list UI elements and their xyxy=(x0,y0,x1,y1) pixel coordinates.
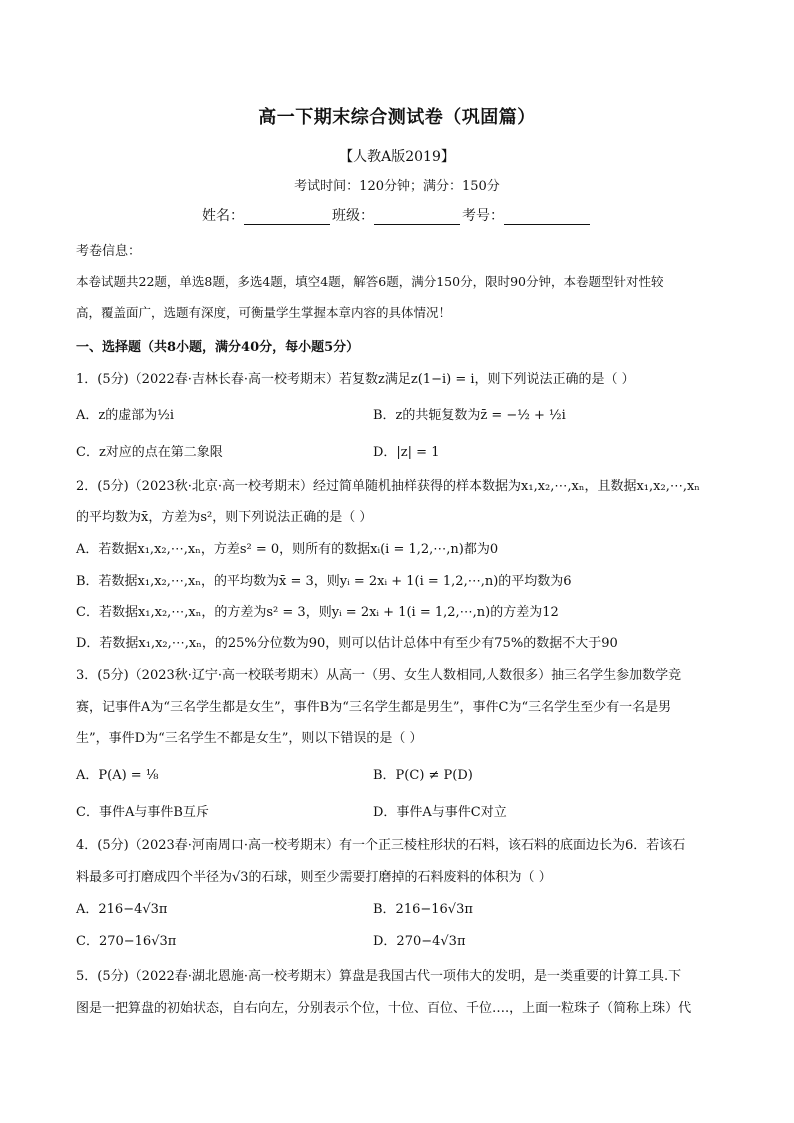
q4-option-b: B．216−16√3π xyxy=(373,902,473,917)
id-label: 考号： xyxy=(462,208,504,224)
q2-option-d: D．若数据x₁,x₂,⋯,xₙ，的25%分位数为90，则可以估计总体中有至少有75%的数据不大于90 xyxy=(76,636,618,651)
edition-label: 【人教A版2019】 xyxy=(339,149,455,165)
q3-option-a: A．P(A) = ⅛ xyxy=(76,768,159,783)
q4-stem-2: 料最多可打磨成四个半径为√3的石球，则至少需要打磨掉的石料废料的体积为（ ） xyxy=(76,870,552,885)
q1-stem: 1．(5分)（2022春·吉林长春·高一校考期末）若复数z满足z(1−i) = i，则下列说法正确的是（ ） xyxy=(76,372,635,387)
q3-option-c: C．事件A与事件B互斥 xyxy=(76,805,209,820)
q1-option-c: C．z对应的点在第二象限 xyxy=(76,445,223,460)
q4-stem-1: 4．(5分)（2023春·河南周口·高一校考期末）有一个正三棱柱形状的石料，该石料的底面边长为6．若该石 xyxy=(76,838,686,853)
q1-option-a: A．z的虚部为½i xyxy=(76,408,174,423)
section-title: 一、选择题（共8小题，满分40分，每小题5分） xyxy=(76,340,360,355)
q2-option-b: B．若数据x₁,x₂,⋯,xₙ，的平均数为x̄ = 3，则yᵢ = 2xᵢ + 1(i = 1,2,⋯,n)的平均数为6 xyxy=(76,574,572,589)
student-info-fields xyxy=(0,205,794,225)
q1-option-b: B．z的共轭复数为z̄ = −½ + ½i xyxy=(373,408,566,423)
info-heading: 考卷信息： xyxy=(76,244,142,259)
q3-stem-3: 生”，事件D为“三名学生不都是女生”，则以下错误的是（ ） xyxy=(76,731,423,746)
q3-option-b: B．P(C) ≠ P(D) xyxy=(373,768,473,783)
q5-stem-2: 图是一把算盘的初始状态，自右向左，分别表示个位，十位、百位、千位….，上面一粒珠子（简称上珠）代 xyxy=(76,1001,692,1016)
name-blank[interactable] xyxy=(244,210,330,225)
q4-option-c: C．270−16√3π xyxy=(76,934,177,949)
q5-stem-1: 5．(5分)（2022春·湖北恩施·高一校考期末）算盘是我国古代一项伟大的发明，是一类重要的计算工具.下 xyxy=(76,969,682,984)
exam-time: 考试时间：120分钟；满分：150分 xyxy=(294,179,500,194)
name-label: 姓名： xyxy=(202,208,244,224)
id-blank[interactable] xyxy=(504,210,590,225)
info-line-2: 高，覆盖面广，选题有深度，可衡量学生掌握本章内容的具体情况！ xyxy=(76,305,452,320)
q4-option-a: A．216−4√3π xyxy=(76,902,168,917)
q4-option-d: D．270−4√3π xyxy=(373,934,466,949)
q2-stem-2: 的平均数为x̄，方差为s²，则下列说法正确的是（ ） xyxy=(76,510,373,525)
info-line-1: 本卷试题共22题，单选8题，多选4题，填空4题，解答6题，满分150分，限时90分钟，本卷题型针对性较 xyxy=(76,274,664,289)
q2-option-a: A．若数据x₁,x₂,⋯,xₙ，方差s² = 0，则所有的数据xᵢ(i = 1,2,⋯,n)都为0 xyxy=(76,542,499,557)
q3-option-d: D．事件A与事件C对立 xyxy=(373,805,507,820)
class-blank[interactable] xyxy=(374,210,460,225)
q3-stem-1: 3．(5分)（2023秋·辽宁·高一校联考期末）从高一（男、女生人数相同,人数很多）抽三名学生参加数学竞 xyxy=(76,668,682,683)
q2-option-c: C．若数据x₁,x₂,⋯,xₙ，的方差为s² = 3，则yᵢ = 2xᵢ + 1(i = 1,2,⋯,n)的方差为12 xyxy=(76,605,559,620)
class-label: 班级： xyxy=(332,208,374,224)
exam-title: 高一下期末综合测试卷（巩固篇） xyxy=(258,107,536,128)
q1-option-d: D．|z| = 1 xyxy=(373,445,440,460)
q3-stem-2: 赛，记事件A为“三名学生都是女生”，事件B为“三名学生都是男生”，事件C为“三名学生至少有一名是男 xyxy=(76,700,672,715)
q2-stem-1: 2．(5分)（2023秋·北京·高一校考期末）经过简单随机抽样获得的样本数据为x₁,x₂,⋯,xₙ，且数据x₁,x₂,⋯,xₙ xyxy=(76,479,700,494)
